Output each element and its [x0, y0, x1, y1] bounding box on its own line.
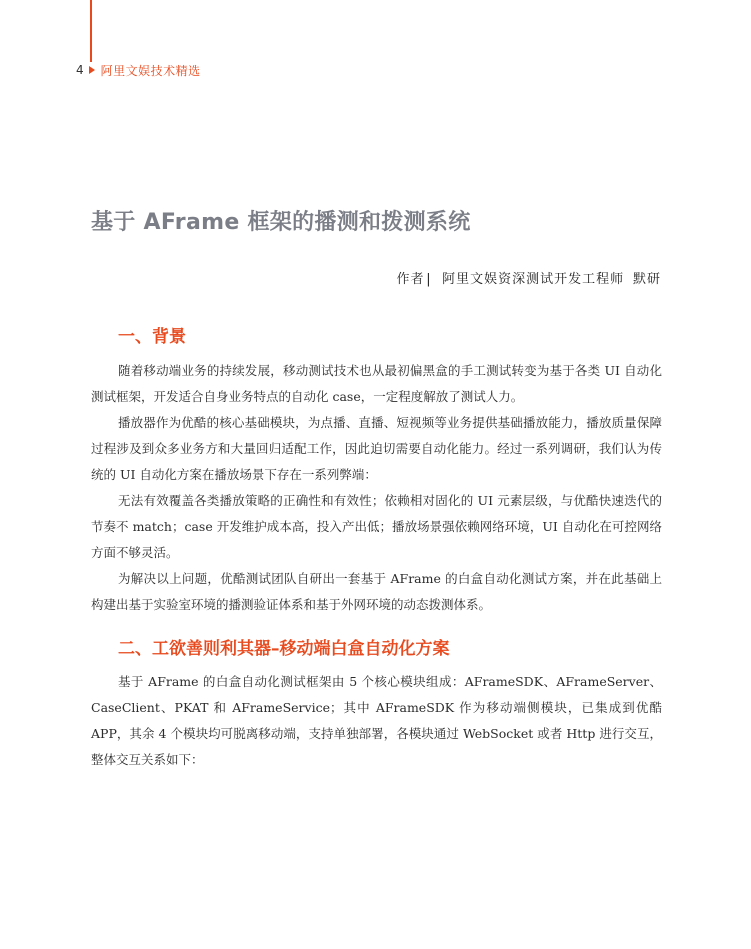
publication-title: 阿里文娱技术精选 [100, 63, 201, 78]
paragraph: 随着移动端业务的持续发展，移动测试技术也从最初偏黑盒的手工测试转变为基于各类 UI 自动化测试框架，开发适合自身业务特点的自动化 case，一定程度解放了测试人力。 [91, 363, 662, 404]
header-accent-line [90, 0, 92, 62]
paragraph: 播放器作为优酷的核心基础模块，为点播、直播、短视频等业务提供基础播放能力，播放质量保障过程涉及到众多业务方和大量回归适配工作，因此迫切需要自动化能力。经过一系列调研，我们认为传统的 UI 自动化方案在播放场景下存在一系列弊端： [91, 415, 662, 482]
paragraph: 为解决以上问题，优酷测试团队自研出一套基于 AFrame 的白盒自动化测试方案，并在此基础上构建出基于实验室环境的播测验证体系和基于外网环境的动态拨测体系。 [91, 571, 662, 612]
section-heading-whitebox-solution: 二、工欲善则利其器–移动端白盒自动化方案 [118, 639, 450, 659]
section-heading-background: 一、背景 [118, 327, 186, 347]
running-header [76, 61, 201, 79]
article-title: 基于 AFrame 框架的播测和拨测系统 [91, 210, 471, 235]
paragraph: 基于 AFrame 的白盒自动化测试框架由 5 个核心模块组成：AFrameSDK、AFrameServer、CaseClient、PKAT 和 AFrameService；其中 AFrameSDK 作为移动端侧模块，已集成到优酷 APP，其余 4 个模块均可脱离移动端，支持单独部署，各模块通过 WebSocket 或者 Http 进行交互，整体交互关系如下： [91, 674, 662, 767]
page-number: 4 [76, 63, 84, 77]
arrow-right-icon [89, 66, 95, 74]
author-line: 作者| 阿里文娱资深测试开发工程师 默研 [396, 272, 661, 287]
paragraph: 无法有效覆盖各类播放策略的正确性和有效性；依赖相对固化的 UI 元素层级，与优酷快速迭代的节奏不 match；case 开发维护成本高，投入产出低；播放场景强依赖网络环境，UI 自动化在可控网络方面不够灵活。 [91, 493, 662, 560]
